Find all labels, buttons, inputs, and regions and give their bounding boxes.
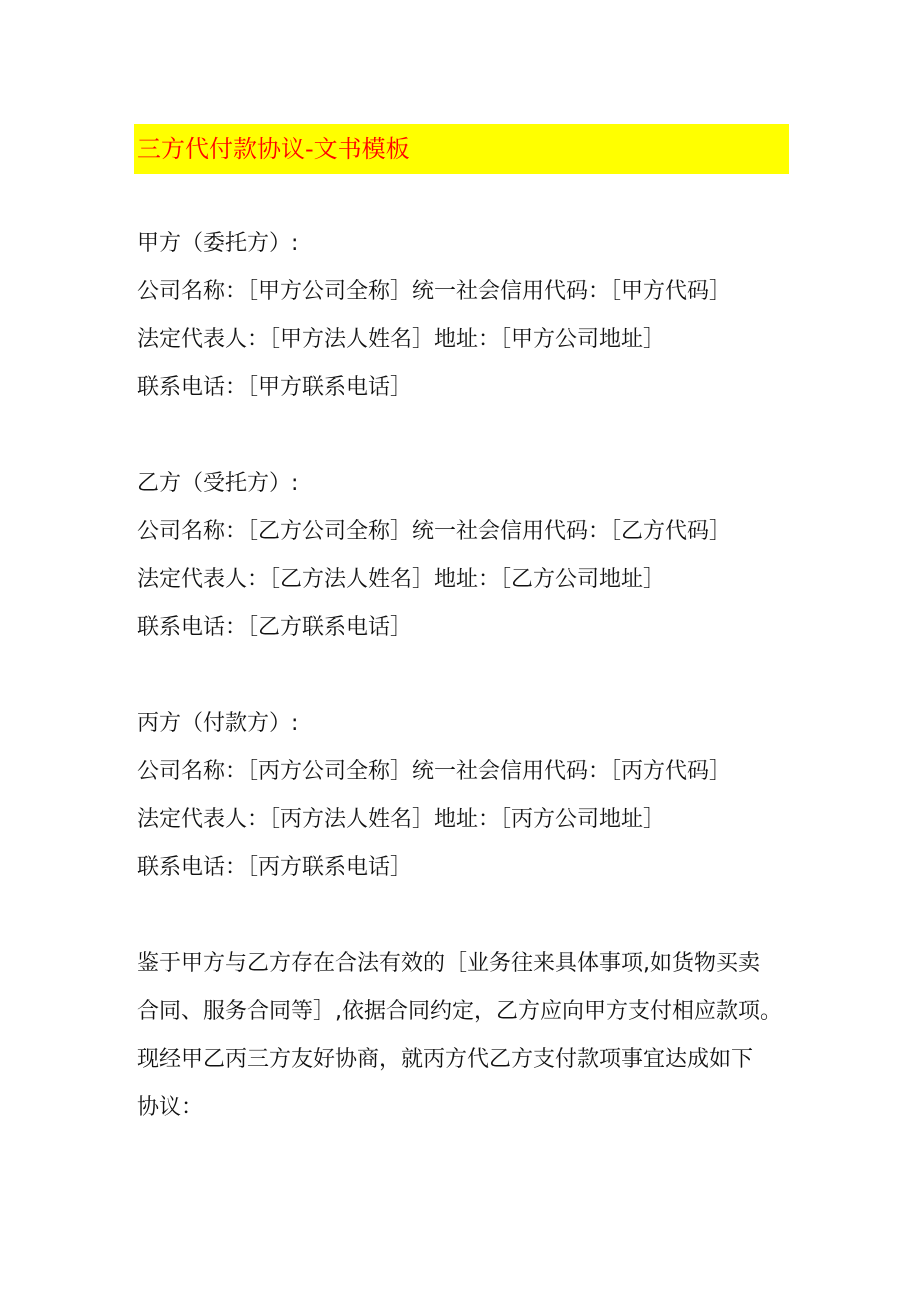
party-b-phone-line: 联系电话：［乙方联系电话］ bbox=[137, 615, 413, 640]
title-highlight-bar bbox=[134, 124, 789, 174]
party-c-representative-line: 法定代表人：［丙方法人姓名］地址：［丙方公司地址］ bbox=[137, 807, 666, 832]
party-b-heading: 乙方（受托方）: bbox=[137, 471, 299, 496]
document-title: 三方代付款协议-文书模板 bbox=[137, 135, 410, 163]
party-a-representative-line: 法定代表人：［甲方法人姓名］地址：［甲方公司地址］ bbox=[137, 327, 666, 352]
preamble-line: 鉴于甲方与乙方存在合法有效的［业务往来具体事项,如货物买卖 bbox=[137, 951, 760, 976]
preamble-line: 现经甲乙丙三方友好协商，就丙方代乙方支付款项事宜达成如下 bbox=[137, 1047, 754, 1072]
party-a-company-line: 公司名称：［甲方公司全称］统一社会信用代码：［甲方代码］ bbox=[137, 279, 732, 304]
party-b-representative-line: 法定代表人：［乙方法人姓名］地址：［乙方公司地址］ bbox=[137, 567, 666, 592]
party-c-company-line: 公司名称：［丙方公司全称］统一社会信用代码：［丙方代码］ bbox=[137, 759, 732, 784]
party-c-phone-line: 联系电话：［丙方联系电话］ bbox=[137, 855, 413, 880]
party-c-heading: 丙方（付款方）: bbox=[137, 711, 299, 736]
party-b-company-line: 公司名称：［乙方公司全称］统一社会信用代码：［乙方代码］ bbox=[137, 519, 732, 544]
preamble-line: 协议： bbox=[137, 1095, 204, 1120]
party-a-heading: 甲方（委托方）: bbox=[137, 231, 299, 256]
preamble-line: 合同、服务合同等］,依据合同约定，乙方应向甲方支付相应款项。 bbox=[137, 999, 782, 1024]
party-a-phone-line: 联系电话：［甲方联系电话］ bbox=[137, 375, 413, 400]
preamble-paragraph bbox=[137, 940, 797, 1132]
